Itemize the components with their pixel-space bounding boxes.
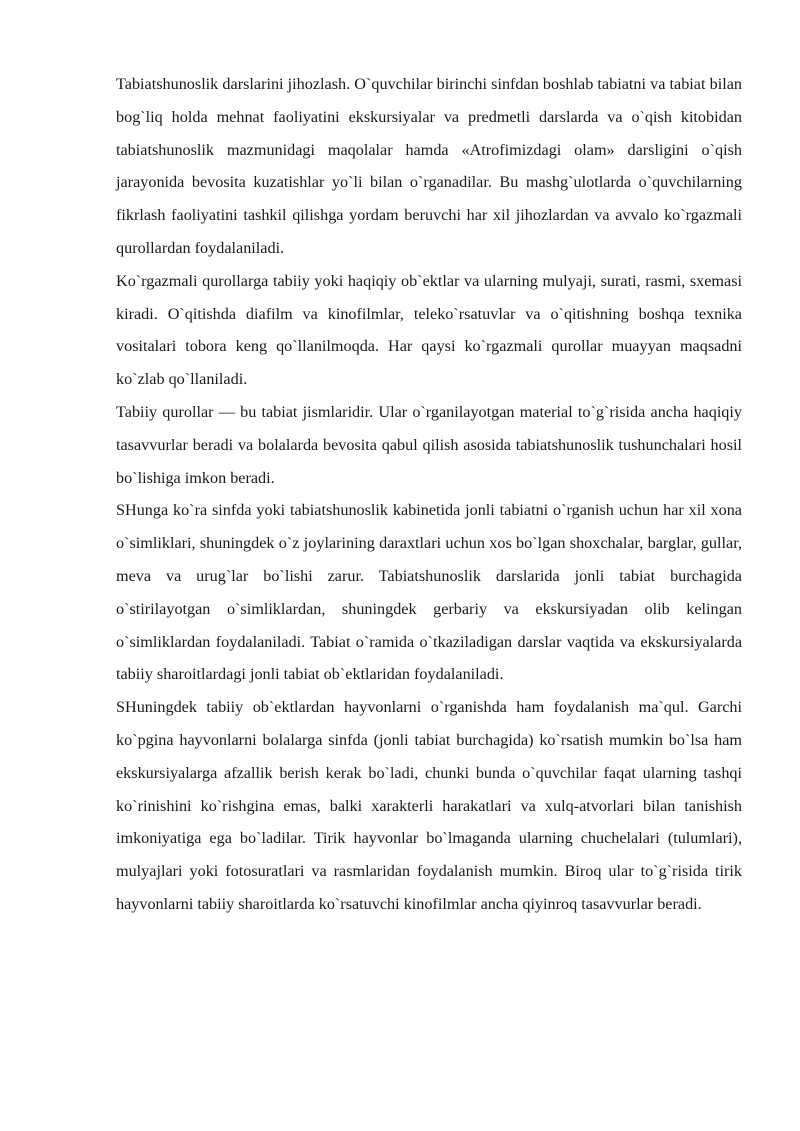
paragraph-animals: SHuningdek tabiiy ob`ektlardan hayvonlarni o`rganishda ham foydalanish ma`qul. Garchi ko`pgina hayvonlarni bolalarga sinfda (jonli tabiat burchagida) ko`rsatish mumkin bo`lsa ham ekskursiyalarga afzallik berish kerak bo`ladi, chunki bunda o`quvchilar faqat ularning tashqi ko`rinishini ko`rishgina emas, balki xarakterli harakatlari va xulq-atvorlari bilan tanishish imkoniyatiga ega bo`ladilar. Tirik hayvonlar bo`lmaganda ularning chuchelalari (tulumlari), mulyajlari yoki fotosuratlari va rasmlaridan foydalanish mumkin. Biroq ular to`g`risida tirik hayvonlarni tabiiy sharoitlarda ko`rsatuvchi kinofilmlar ancha qiyinroq tasavvurlar beradi. bbox=[116, 698, 742, 913]
paragraph-visual-aids: Ko`rgazmali qurollarga tabiiy yoki haqiqiy ob`ektlar va ularning mulyaji, surati, rasmi, sxemasi kiradi. O`qitishda diafilm va kinofilmlar, teleko`rsatuvlar va o`qitishning boshqa texnika vositalari tobora keng qo`llanilmoqda. Har qaysi ko`rgazmali qurollar muayyan maqsadni ko`zlab qo`llaniladi. bbox=[116, 271, 742, 389]
paragraph-natural-aids: Tabiiy qurollar — bu tabiat jismlaridir. Ular o`rganilayotgan material to`g`risida ancha haqiqiy tasavvurlar beradi va bolalarda bevosita qabul qilish asosida tabiatshunoslik tushunchalari hosil bo`lishiga imkon beradi. bbox=[116, 402, 742, 487]
document-page bbox=[116, 68, 742, 921]
paragraph-equipping-lessons: Tabiatshunoslik darslarini jihozlash. O`quvchilar birinchi sinfdan boshlab tabiatni va tabiat bilan bog`liq holda mehnat faoliyatini ekskursiyalar va predmetli darslarda va o`qish kitobidan tabiatshunoslik mazmunidagi maqolalar hamda «Atrofimizdagi olam» darsligini o`qish jarayonida bevosita kuzatishlar yo`li bilan o`rganadilar. Bu mashg`ulotlarda o`quvchilarning fikrlash faoliyatini tashkil qilishga yordam beruvchi har xil jihozlardan va avvalo ko`rgazmali qurollardan foydalaniladi. bbox=[116, 75, 742, 257]
paragraph-classroom-plants: SHunga ko`ra sinfda yoki tabiatshunoslik kabinetida jonli tabiatni o`rganish uchun har xil xona o`simliklari, shuningdek o`z joylarining daraxtlari uchun xos bo`lgan shoxchalar, barglar, gullar, meva va urug`lar bo`lishi zarur. Tabiatshunoslik darslarida jonli tabiat burchagida o`stirilayotgan o`simliklardan, shuningdek gerbariy va ekskursiyadan olib kelingan o`simliklardan foydalaniladi. Tabiat o`ramida o`tkaziladigan darslar vaqtida va ekskursiyalarda tabiiy sharoitlardagi jonli tabiat ob`ektlaridan foydalaniladi. bbox=[116, 501, 742, 684]
